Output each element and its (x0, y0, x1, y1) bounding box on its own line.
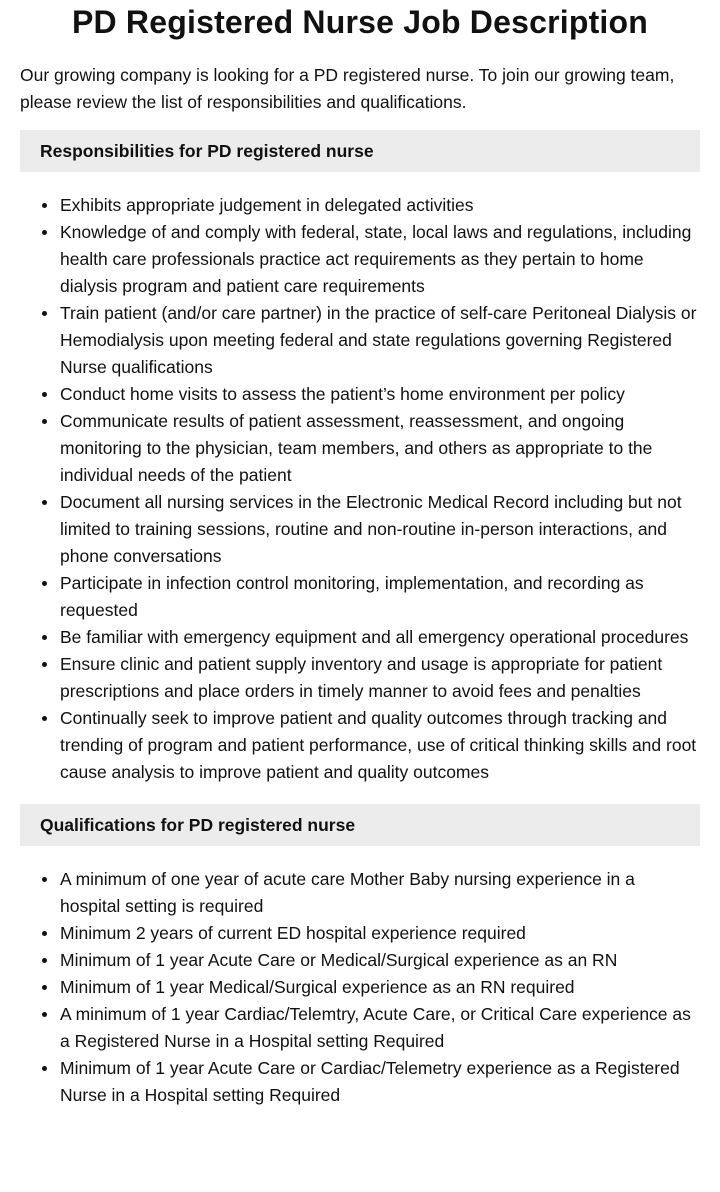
list-item: A minimum of 1 year Cardiac/Telemtry, Acute Care, or Critical Care experience as a Registered Nurse in a Hospital setting Required (60, 1001, 700, 1055)
list-item: A minimum of one year of acute care Mother Baby nursing experience in a hospital setting is required (60, 866, 700, 920)
list-item: Ensure clinic and patient supply inventory and usage is appropriate for patient prescriptions and place orders in timely manner to avoid fees and penalties (60, 651, 700, 705)
list-item: Document all nursing services in the Electronic Medical Record including but not limited to training sessions, routine and non-routine in-person interactions, and phone conversations (60, 489, 700, 570)
list-item: Participate in infection control monitoring, implementation, and recording as requested (60, 570, 700, 624)
responsibilities-list (20, 192, 700, 786)
list-item: Conduct home visits to assess the patient’s home environment per policy (60, 381, 700, 408)
list-item: Train patient (and/or care partner) in the practice of self-care Peritoneal Dialysis or Hemodialysis upon meeting federal and state regulations governing Registered Nurse qualifications (60, 300, 700, 381)
list-item: Communicate results of patient assessment, reassessment, and ongoing monitoring to the physician, team members, and others as appropriate to the individual needs of the patient (60, 408, 700, 489)
list-item: Be familiar with emergency equipment and all emergency operational procedures (60, 624, 700, 651)
qualifications-list (20, 866, 700, 1109)
list-item: Knowledge of and comply with federal, state, local laws and regulations, including health care professionals practice act requirements as they pertain to home dialysis program and patient care requirements (60, 219, 700, 300)
list-item: Minimum of 1 year Medical/Surgical experience as an RN required (60, 974, 700, 1001)
list-item: Continually seek to improve patient and quality outcomes through tracking and trending of program and patient performance, use of critical thinking skills and root cause analysis to improve patient and quality outcomes (60, 705, 700, 786)
list-item: Exhibits appropriate judgement in delegated activities (60, 192, 700, 219)
list-item: Minimum 2 years of current ED hospital experience required (60, 920, 700, 947)
responsibilities-heading: Responsibilities for PD registered nurse (20, 130, 700, 172)
list-item: Minimum of 1 year Acute Care or Cardiac/Telemetry experience as a Registered Nurse in a Hospital setting Required (60, 1055, 700, 1109)
intro-paragraph: Our growing company is looking for a PD registered nurse. To join our growing team, please review the list of responsibilities and qualifications. (20, 65, 675, 112)
list-item: Minimum of 1 year Acute Care or Medical/Surgical experience as an RN (60, 947, 700, 974)
qualifications-heading: Qualifications for PD registered nurse (20, 804, 700, 846)
page-title: PD Registered Nurse Job Description (71, 4, 649, 40)
